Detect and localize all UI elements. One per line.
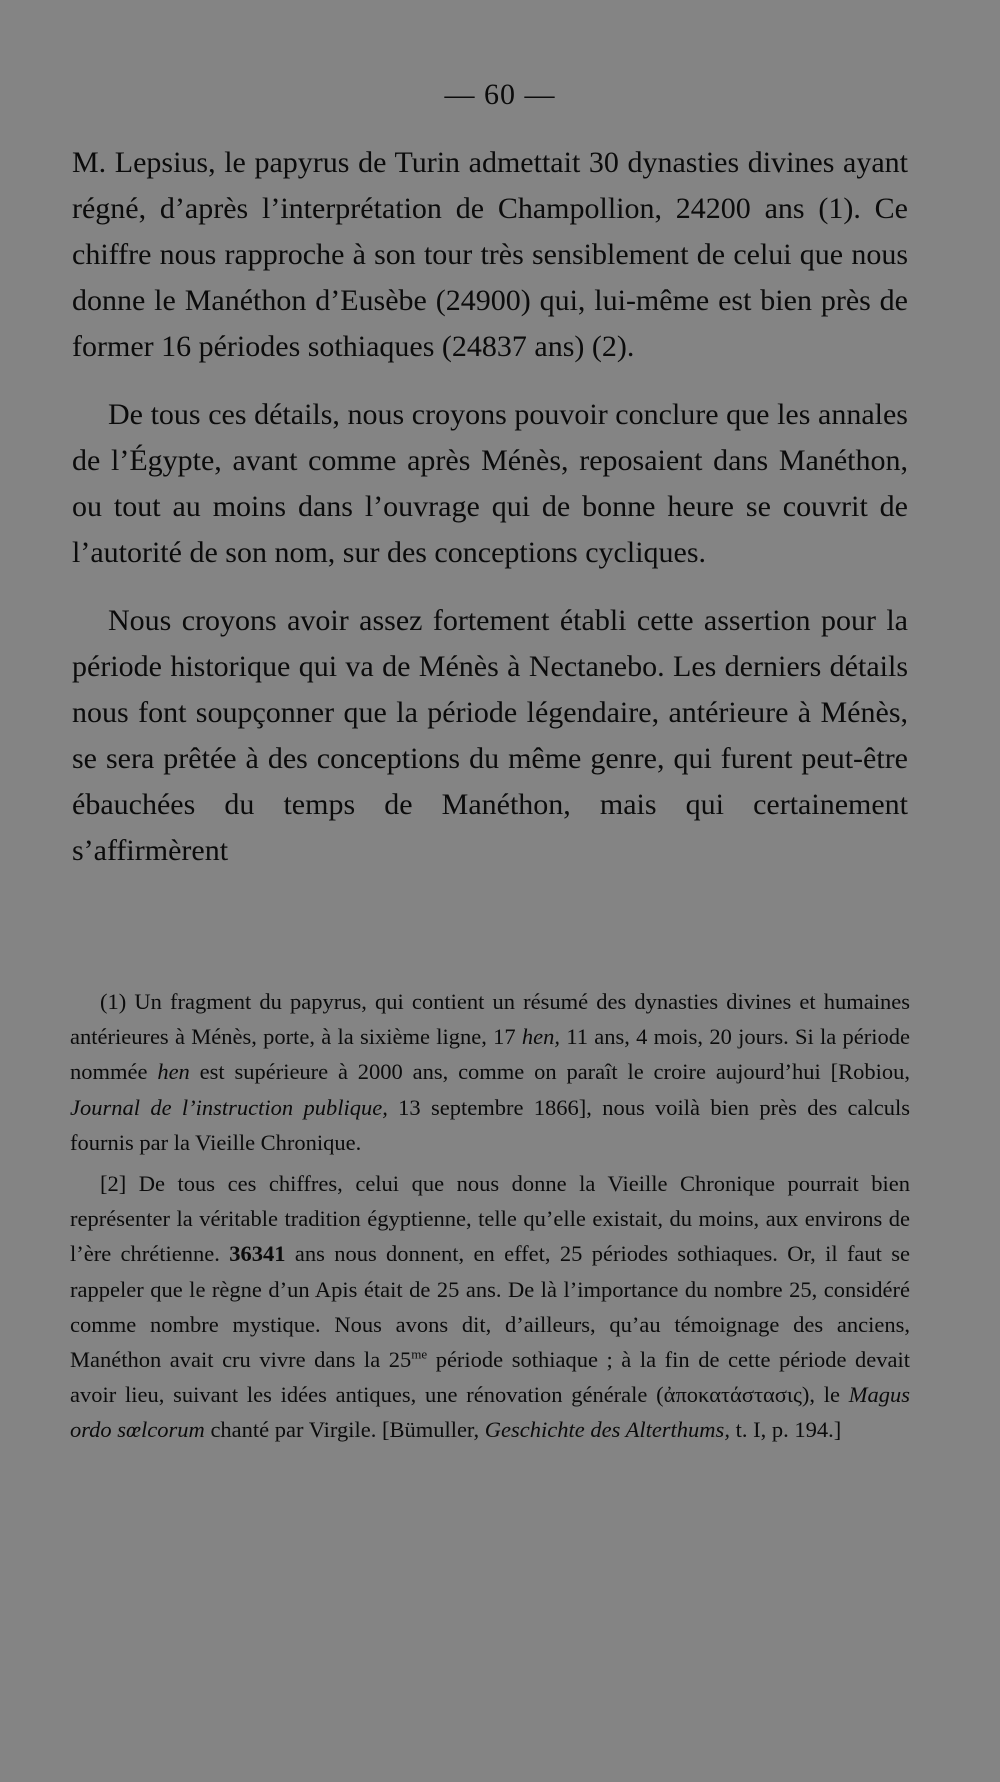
footnote-1-part-c: est supérieure à 2000 ans, comme on paraît le croire aujourd’hui [Robiou, (199, 1059, 911, 1085)
footnote-2-number: 36341 (229, 1241, 286, 1267)
footnote-2-part-a: [2] De tous ces chiffres, celui que nous donne la Vieille Chronique pourrait bien représenter la véritable tradition égyptienne, telle qu’elle existait, du moins, aux environs de l’ère chrétienne. (70, 1171, 910, 1267)
paragraph-continued: M. Lepsius, le papyrus de Turin admettait 30 dynasties divines ayant régné, d’après l’interprétation de Champollion, 24200 ans (1). Ce chiffre nous rapproche à son tour très sensiblement de celui que nous donne le Manéthon d’Eusèbe (24900) qui, lui-même est bien près de former 16 périodes sothiaques (24837 ans) (2). (72, 146, 908, 363)
paragraph-3: Nous croyons avoir assez fortement établi cette assertion pour la période historique qui va de Ménès à Nectanebo. Les derniers détails nous font soupçonner que la période légendaire, antérieure à Ménès, se sera prêtée à des conceptions du même genre, qui furent peut-être ébauchées du temps de Manéthon, mais qui certainement s’affirmèrent (72, 604, 908, 867)
page-number: — 60 — (444, 78, 556, 111)
footnote-2-part-f: t. I, p. 194.] (735, 1417, 842, 1443)
footnote-2-greek: ἀποκατάστασις (663, 1382, 802, 1408)
footnote-2 (70, 1166, 910, 1448)
main-text (72, 140, 908, 896)
footnote-1-journal-title: Journal de l’instruction publique, (70, 1094, 388, 1120)
footnote-1-hen-1: hen, (521, 1024, 561, 1050)
footnotes (70, 984, 910, 1454)
paragraph-2: De tous ces détails, nous croyons pouvoir conclure que les annales de l’Égypte, avant comme après Ménès, reposaient dans Manéthon, ou tout au moins dans l’ouvrage qui de bonne heure se couvrit de l’autorité de son nom, sur des conceptions cycliques. (72, 398, 908, 569)
footnote-2-geschichte: Geschichte des Alterthums, (484, 1417, 730, 1443)
footnote-2-part-e: chanté par Virgile. [Bümuller, (210, 1417, 480, 1443)
footnote-2-superscript: me (411, 1346, 428, 1362)
footnote-1-part-d: 13 septembre 1866], nous voilà bien près des calculs fournis par la Vieille Chronique. (70, 1094, 911, 1155)
footnote-2-magus: Magus ordo sœlcorum (70, 1382, 911, 1443)
footnote-1-part-a: (1) Un fragment du papyrus, qui contient un résumé des dynasties divines et humaines antérieures à Ménès, porte, à la sixième ligne, 17 (70, 989, 910, 1050)
footnote-2-part-b: ans nous donnent, en effet, 25 périodes sothiaques. Or, il faut se rappeler que le règne d’un Apis était de 25 ans. De là l’importance du nombre 25, considéré comme nombre mystique. Nous avons dit, d’ailleurs, qu’au témoignage des anciens, Manéthon avait cru vivre dans la 25 (70, 1241, 911, 1373)
footnote-1-hen-2: hen (157, 1059, 190, 1085)
footnote-2-part-c: période sothiaque ; à la fin de cette période devait avoir lieu, suivant les idées antiques, une rénovation générale ( (70, 1347, 910, 1408)
footnote-1-part-b: 11 ans, 4 mois, 20 jours. Si la période nommée (70, 1024, 911, 1085)
footnote-2-part-d: ), le (801, 1382, 840, 1408)
footnote-1 (70, 984, 910, 1160)
